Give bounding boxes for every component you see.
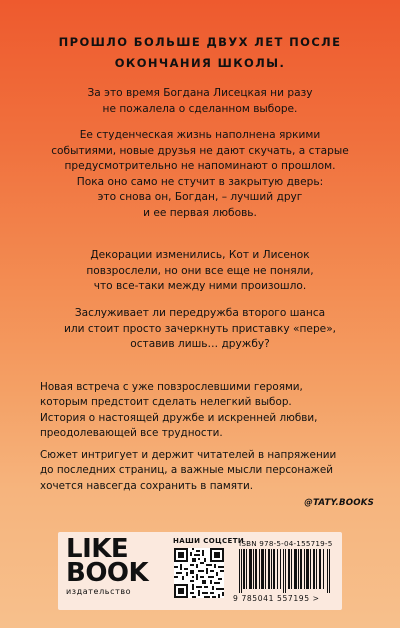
paragraph-4 <box>0 306 400 353</box>
imprint-panel <box>58 532 342 610</box>
text-line: преодолевающей все трудности. <box>40 427 223 440</box>
text-line: событиями, новые друзья не дают скучать, а старые <box>51 144 349 157</box>
heading-line: ОКОНЧАНИЯ ШКОЛЫ. <box>114 56 286 70</box>
text-line: За это время Богдана Лисецкая ни разу <box>87 87 313 99</box>
text-line: это снова он, Богдан, – лучший друг <box>97 191 303 204</box>
text-line: повзрослели, но они все еще не поняли, <box>86 264 314 277</box>
isbn: ISBN 978-5-04-155719-5 <box>239 539 333 548</box>
publisher-logo <box>66 534 154 605</box>
qr-code-icon <box>174 548 224 598</box>
text-line: что все-таки между ними произошло. <box>93 280 307 293</box>
text-line: или стоит просто зачеркнуть приставку «пере», <box>63 322 337 335</box>
logo-line: BOOK <box>66 558 149 588</box>
text-line: Сюжет интригует и держит читателей в напряжении <box>40 449 337 461</box>
text-line: История о настоящей дружбе и искренней любви, <box>40 411 318 424</box>
qr-label: НАШИ СОЦСЕТИ <box>173 537 245 545</box>
text-line: Пока оно само не стучит в закрытую дверь: <box>76 175 324 188</box>
reviewer-handle: @TATY.BOOKS <box>304 498 374 508</box>
text-line: хочется навсегда сохранить в памяти. <box>40 479 254 492</box>
heading-line: ПРОШЛО БОЛЬШЕ ДВУХ ЛЕТ ПОСЛЕ <box>58 35 342 49</box>
paragraph-1 <box>0 86 400 117</box>
text-line: оставив лишь… дружбу? <box>130 338 270 351</box>
text-line: которым предстоит сделать нелегкий выбор. <box>40 396 292 409</box>
barcode-icon <box>237 549 333 593</box>
barcode-number: 9 785041 557195 > <box>233 594 320 603</box>
logo-line: LIKE <box>66 534 129 564</box>
annotation <box>40 380 317 442</box>
text-line: предусмотрительно не напоминают о прошлом. <box>64 160 336 173</box>
cover-heading <box>0 32 400 74</box>
text-line: Новая встреча с уже повзрослевшими героями, <box>40 381 303 393</box>
paragraph-3 <box>0 248 400 295</box>
text-line: Декорации изменились, Кот и Лисенок <box>90 249 310 261</box>
text-line: не пожалела о сделанном выборе. <box>102 102 298 115</box>
text-line: Ее студенческая жизнь наполнена яркими <box>79 129 321 141</box>
text-line: Заслуживает ли передружба второго шанса <box>74 307 326 319</box>
logo-publisher: издательство <box>66 587 132 596</box>
text-line: до последних страниц, а важные мысли персонажей <box>40 464 334 477</box>
blurb <box>40 448 336 494</box>
paragraph-2 <box>0 128 400 222</box>
text-line: и ее первая любовь. <box>143 206 257 219</box>
